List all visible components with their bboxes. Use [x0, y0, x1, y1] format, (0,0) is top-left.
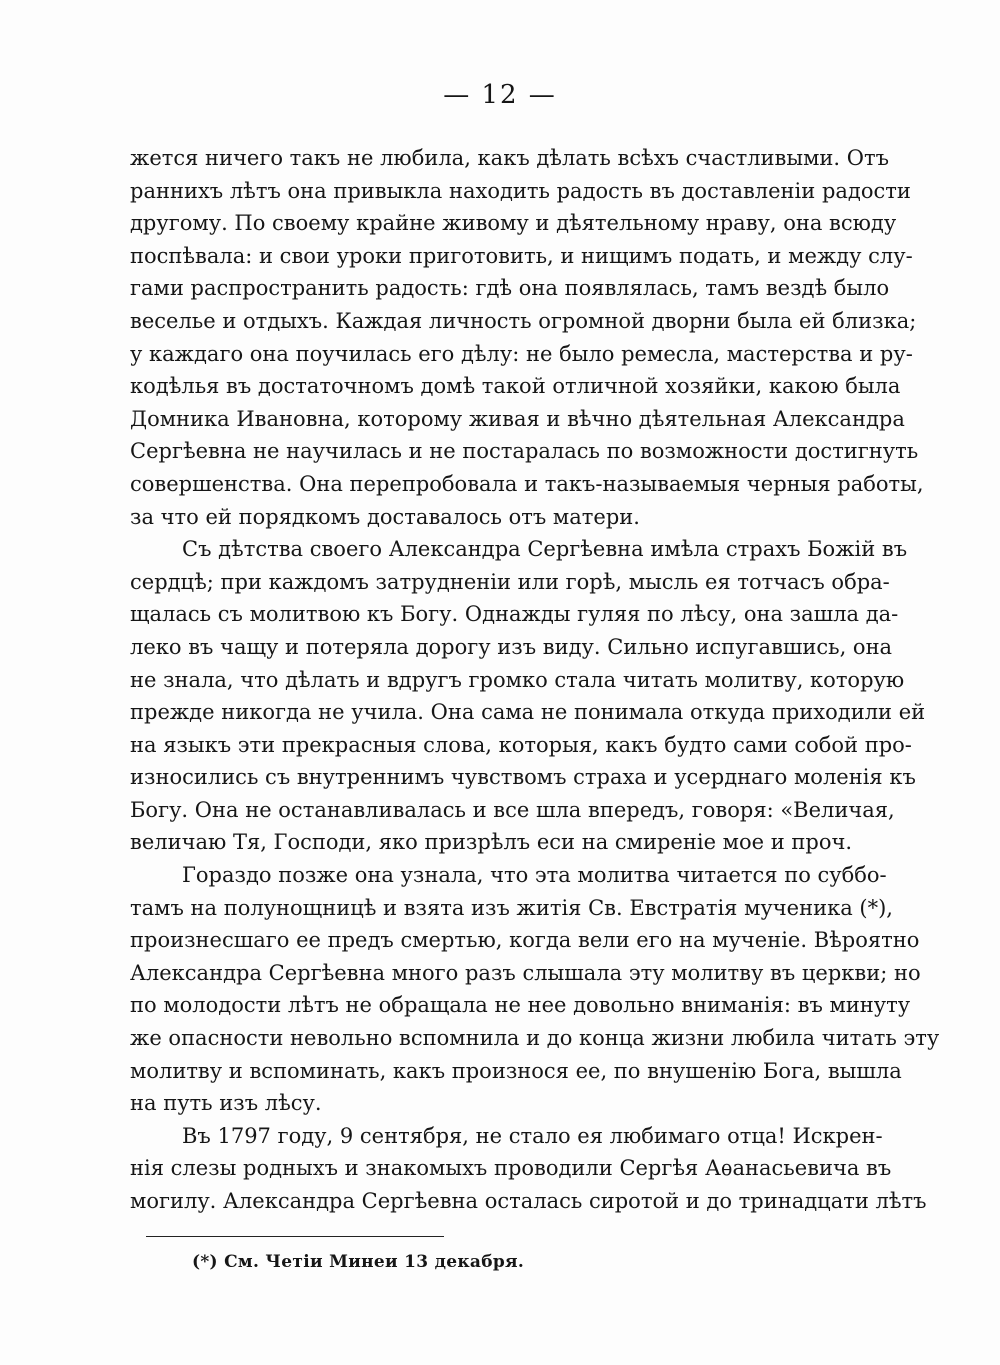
text-line: же опасности невольно вспомнила и до конца жизни любила читать эту — [130, 1026, 940, 1051]
text-line: молитву и вспоминать, какъ произнося ее, по внушенію Бога, вышла — [130, 1058, 902, 1083]
text-line: сердцѣ; при каждомъ затрудненіи или горѣ, мысль ея тотчасъ обра- — [130, 569, 890, 594]
text-line: Богу. Она не останавливалась и все шла впередъ, говоря: «Величая, — [130, 797, 895, 822]
text-line: износились съ внутреннимъ чувствомъ страха и усерднаго моленія къ — [130, 765, 916, 790]
text-line: Сергѣевна не научилась и не постаралась по возможности достигнуть — [130, 439, 919, 464]
text-line: на путь изъ лѣсу. — [130, 1091, 322, 1116]
text-line: прежде никогда не учила. Она сама не понимала откуда приходили ей — [130, 700, 926, 725]
text-line: леко въ чащу и потеряла дорогу изъ виду. Сильно испугавшись, она — [130, 634, 893, 659]
text-line: у каждаго она поучилась его дѣлу: не было ремесла, мастерства и ру- — [130, 341, 913, 366]
text-line: за что ей порядкомъ доставалось отъ матери. — [130, 504, 640, 529]
body-text — [130, 142, 940, 1218]
footnote-separator — [146, 1236, 444, 1237]
text-line: величаю Тя, Господи, яко призрѣлъ еси на смиреніе мое и проч. — [130, 830, 853, 855]
text-line: Въ 1797 году, 9 сентября, не стало ея любимаго отца! Искрен- — [182, 1123, 883, 1148]
page-number: — 12 — — [443, 80, 557, 110]
text-line: Александра Сергѣевна много разъ слышала эту молитву въ церкви; но — [130, 960, 921, 985]
text-line: произнесшаго ее предъ смертью, когда вели его на мученіе. Вѣроятно — [130, 928, 920, 953]
text-line: по молодости лѣтъ не обращала не нее довольно вниманія: въ минуту — [130, 993, 911, 1018]
text-line: Домника Ивановна, которому живая и вѣчно дѣятельная Александра — [130, 406, 905, 431]
text-line: щалась съ молитвою къ Богу. Однажды гуляя по лѣсу, она зашла да- — [130, 602, 899, 627]
text-line: кодѣлья въ достаточномъ домѣ такой отличной хозяйки, какою была — [130, 374, 901, 399]
text-line: нія слезы родныхъ и знакомыхъ проводили Сергѣя Аѳанасьевича въ — [130, 1156, 892, 1181]
text-line: тамъ на полунощницѣ и взята изъ житія Св. Евстратія мученика (*), — [130, 895, 893, 920]
text-line: Гораздо позже она узнала, что эта молитва читается по суббо- — [182, 863, 887, 888]
text-line: раннихъ лѣтъ она привыкла находить радость въ доставленіи радости — [130, 178, 911, 203]
text-line: Съ дѣтства своего Александра Сергѣевна имѣла страхъ Божій въ — [182, 537, 908, 562]
text-line: жется ничего такъ не любила, какъ дѣлать всѣхъ счастливыми. Отъ — [130, 146, 889, 170]
text-line: совершенства. Она перепробовала и такъ-называемыя черныя работы, — [130, 471, 924, 496]
text-line: не знала, что дѣлать и вдругъ громко стала читать молитву, которую — [130, 667, 905, 692]
text-line: другому. По своему крайне живому и дѣятельному нраву, она всюду — [130, 211, 897, 236]
footnote: (*) См. Четіи Минеи 13 декабря. — [192, 1252, 525, 1272]
text-line: могилу. Александра Сергѣевна осталась сиротой и до тринадцати лѣтъ — [130, 1189, 927, 1213]
text-line: веселье и отдыхъ. Каждая личность огромной дворни была ей близка; — [130, 308, 917, 333]
text-line: на языкъ эти прекрасныя слова, которыя, какъ будто сами собой про- — [130, 732, 912, 757]
text-line: гами распространить радость: гдѣ она появлялась, тамъ вездѣ было — [130, 276, 890, 301]
text-line: поспѣвала: и свои уроки приготовить, и нищимъ подать, и между слу- — [130, 243, 913, 268]
